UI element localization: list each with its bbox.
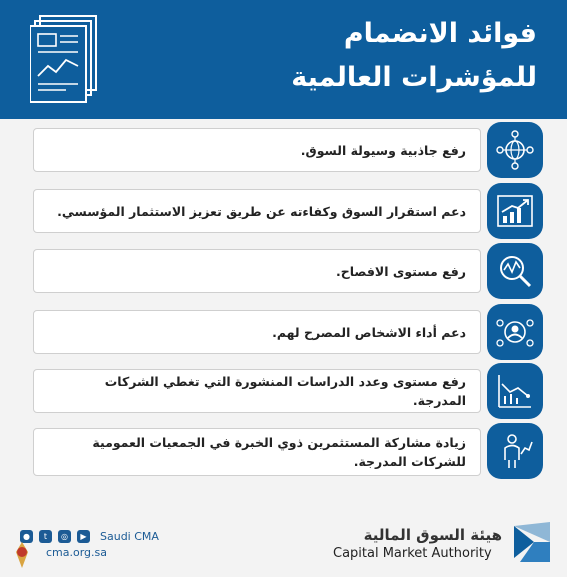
instagram-icon[interactable]: ◎ — [58, 530, 71, 543]
social-handle: Saudi CMA — [100, 530, 159, 543]
benefit-card-5 — [33, 369, 481, 413]
benefit-card-4 — [33, 310, 481, 354]
watermark-emblem-icon — [6, 540, 38, 570]
benefit-text: دعم استقرار السوق وكفاءته عن طريق تعزيز الاستثمار المؤسسي. — [57, 203, 466, 219]
website-link[interactable]: cma.org.sa — [46, 546, 108, 559]
benefit-card-6 — [33, 428, 481, 476]
benefit-text: رفع مستوى وعدد الدراسات المنشورة التي تغطي الشركات المدرجة. — [104, 374, 466, 408]
page-title — [207, 12, 537, 100]
twitter-icon[interactable]: t — [39, 530, 52, 543]
social-links — [20, 530, 159, 543]
benefit-card-2 — [33, 189, 481, 233]
title-line-2: للمؤشرات العالمية — [291, 62, 537, 93]
snapchat-icon[interactable]: ● — [20, 530, 33, 543]
cma-logo-icon — [512, 520, 552, 564]
benefit-text: رفع جاذبية وسيولة السوق. — [300, 142, 466, 158]
person-network-icon — [487, 304, 543, 360]
benefit-text: رفع مستوى الافصاح. — [335, 263, 466, 279]
investor-icon — [487, 423, 543, 479]
title-line-1: فوائد الانضمام — [343, 18, 537, 49]
benefit-card-3 — [33, 249, 481, 293]
youtube-icon[interactable]: ▶ — [77, 530, 90, 543]
benefit-text: دعم أداء الاشخاص المصرح لهم. — [272, 324, 466, 340]
globe-network-icon — [487, 122, 543, 178]
org-name-english: Capital Market Authority — [333, 546, 492, 561]
benefit-card-1 — [33, 128, 481, 172]
analytics-chart-icon — [487, 363, 543, 419]
benefit-text: زيادة مشاركة المستثمرين ذوي الخبرة في الجمعيات العمومية للشركات المدرجة. — [92, 435, 466, 469]
magnifier-chart-icon — [487, 243, 543, 299]
document-chart-icon — [30, 14, 102, 104]
growth-chart-icon — [487, 183, 543, 239]
org-name-arabic: هيئة السوق المالية — [363, 526, 502, 544]
header-banner — [0, 0, 567, 119]
